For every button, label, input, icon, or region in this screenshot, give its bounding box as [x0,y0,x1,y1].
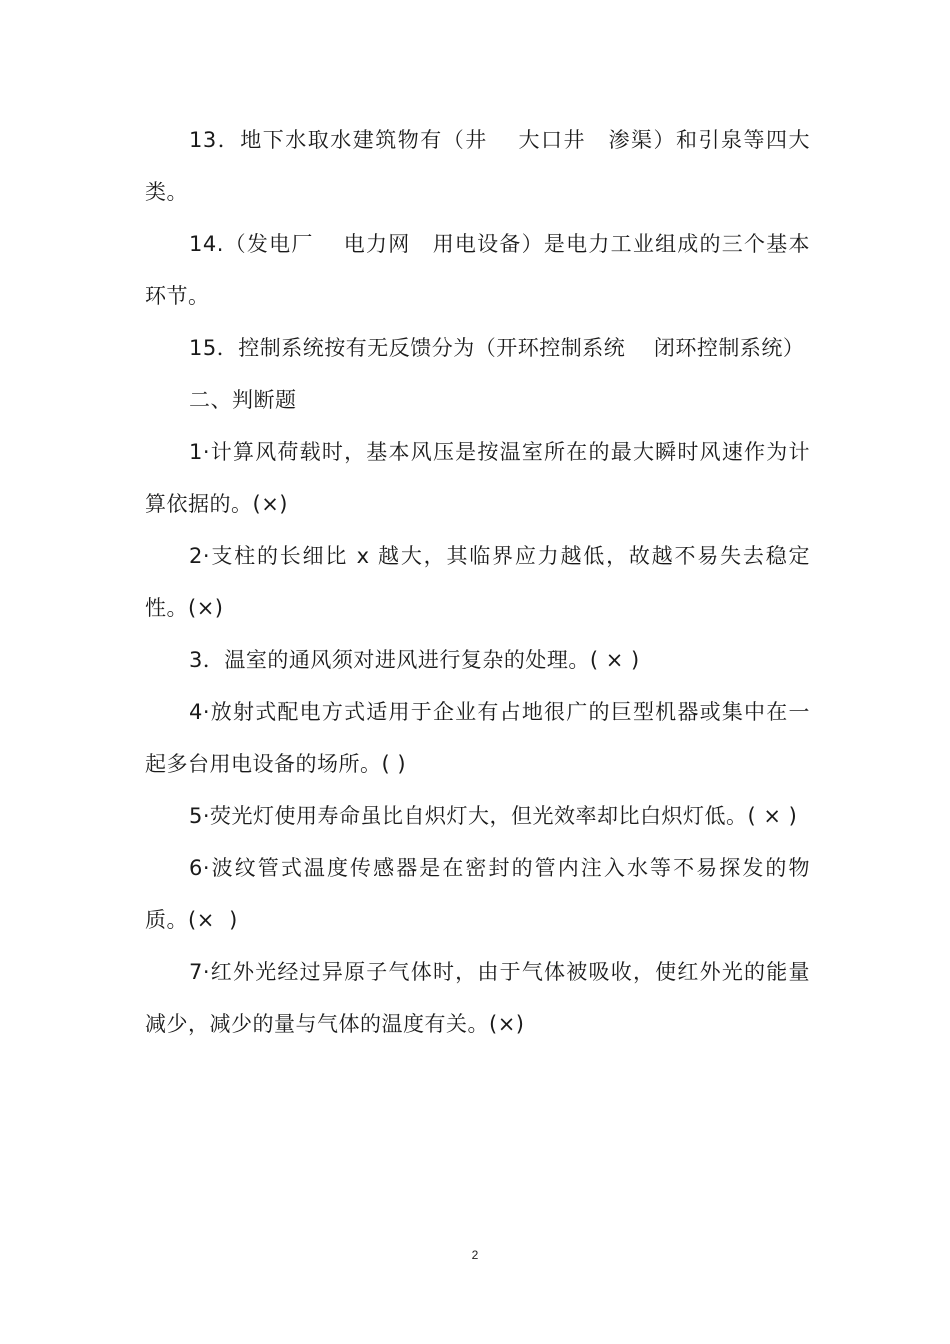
paragraph-tf1: 1·计算风荷载时，基本风压是按温室所在的最大瞬时风速作为计算依据的。(×) [145,440,810,516]
paragraph-q15: 15．控制系统按有无反馈分为（开环控制系统 闭环控制系统） [189,336,805,360]
paragraph-tf2: 2·支柱的长细比 x 越大，其临界应力越低，故越不易失去稳定性。(×) [145,544,810,620]
page-number: 2 [471,1248,479,1262]
paragraph-tf4: 4·放射式配电方式适用于企业有占地很广的巨型机器或集中在一起多台用电设备的场所。( ) [145,700,810,776]
paragraph-q14: 14.（发电厂 电力网 用电设备）是电力工业组成的三个基本环节。 [145,232,810,308]
section-heading-true-false: 二、判断题 [189,388,297,412]
paragraph-q13: 13．地下水取水建筑物有（井 大口井 渗渠）和引泉等四大类。 [145,128,810,204]
paragraph-tf7: 7·红外光经过异原子气体时，由于气体被吸收，使红外光的能量减少，减少的量与气体的温度有关。(×) [145,960,810,1036]
paragraph-tf5: 5·荧光灯使用寿命虽比自炽灯大，但光效率却比白炽灯低。( × ) [189,804,798,828]
paragraph-tf6: 6·波纹管式温度传感器是在密封的管内注入水等不易探发的物质。(× ) [145,856,810,932]
paragraph-tf3: 3．温室的通风须对进风进行复杂的处理。( × ) [189,648,640,672]
document-body [145,114,810,1050]
